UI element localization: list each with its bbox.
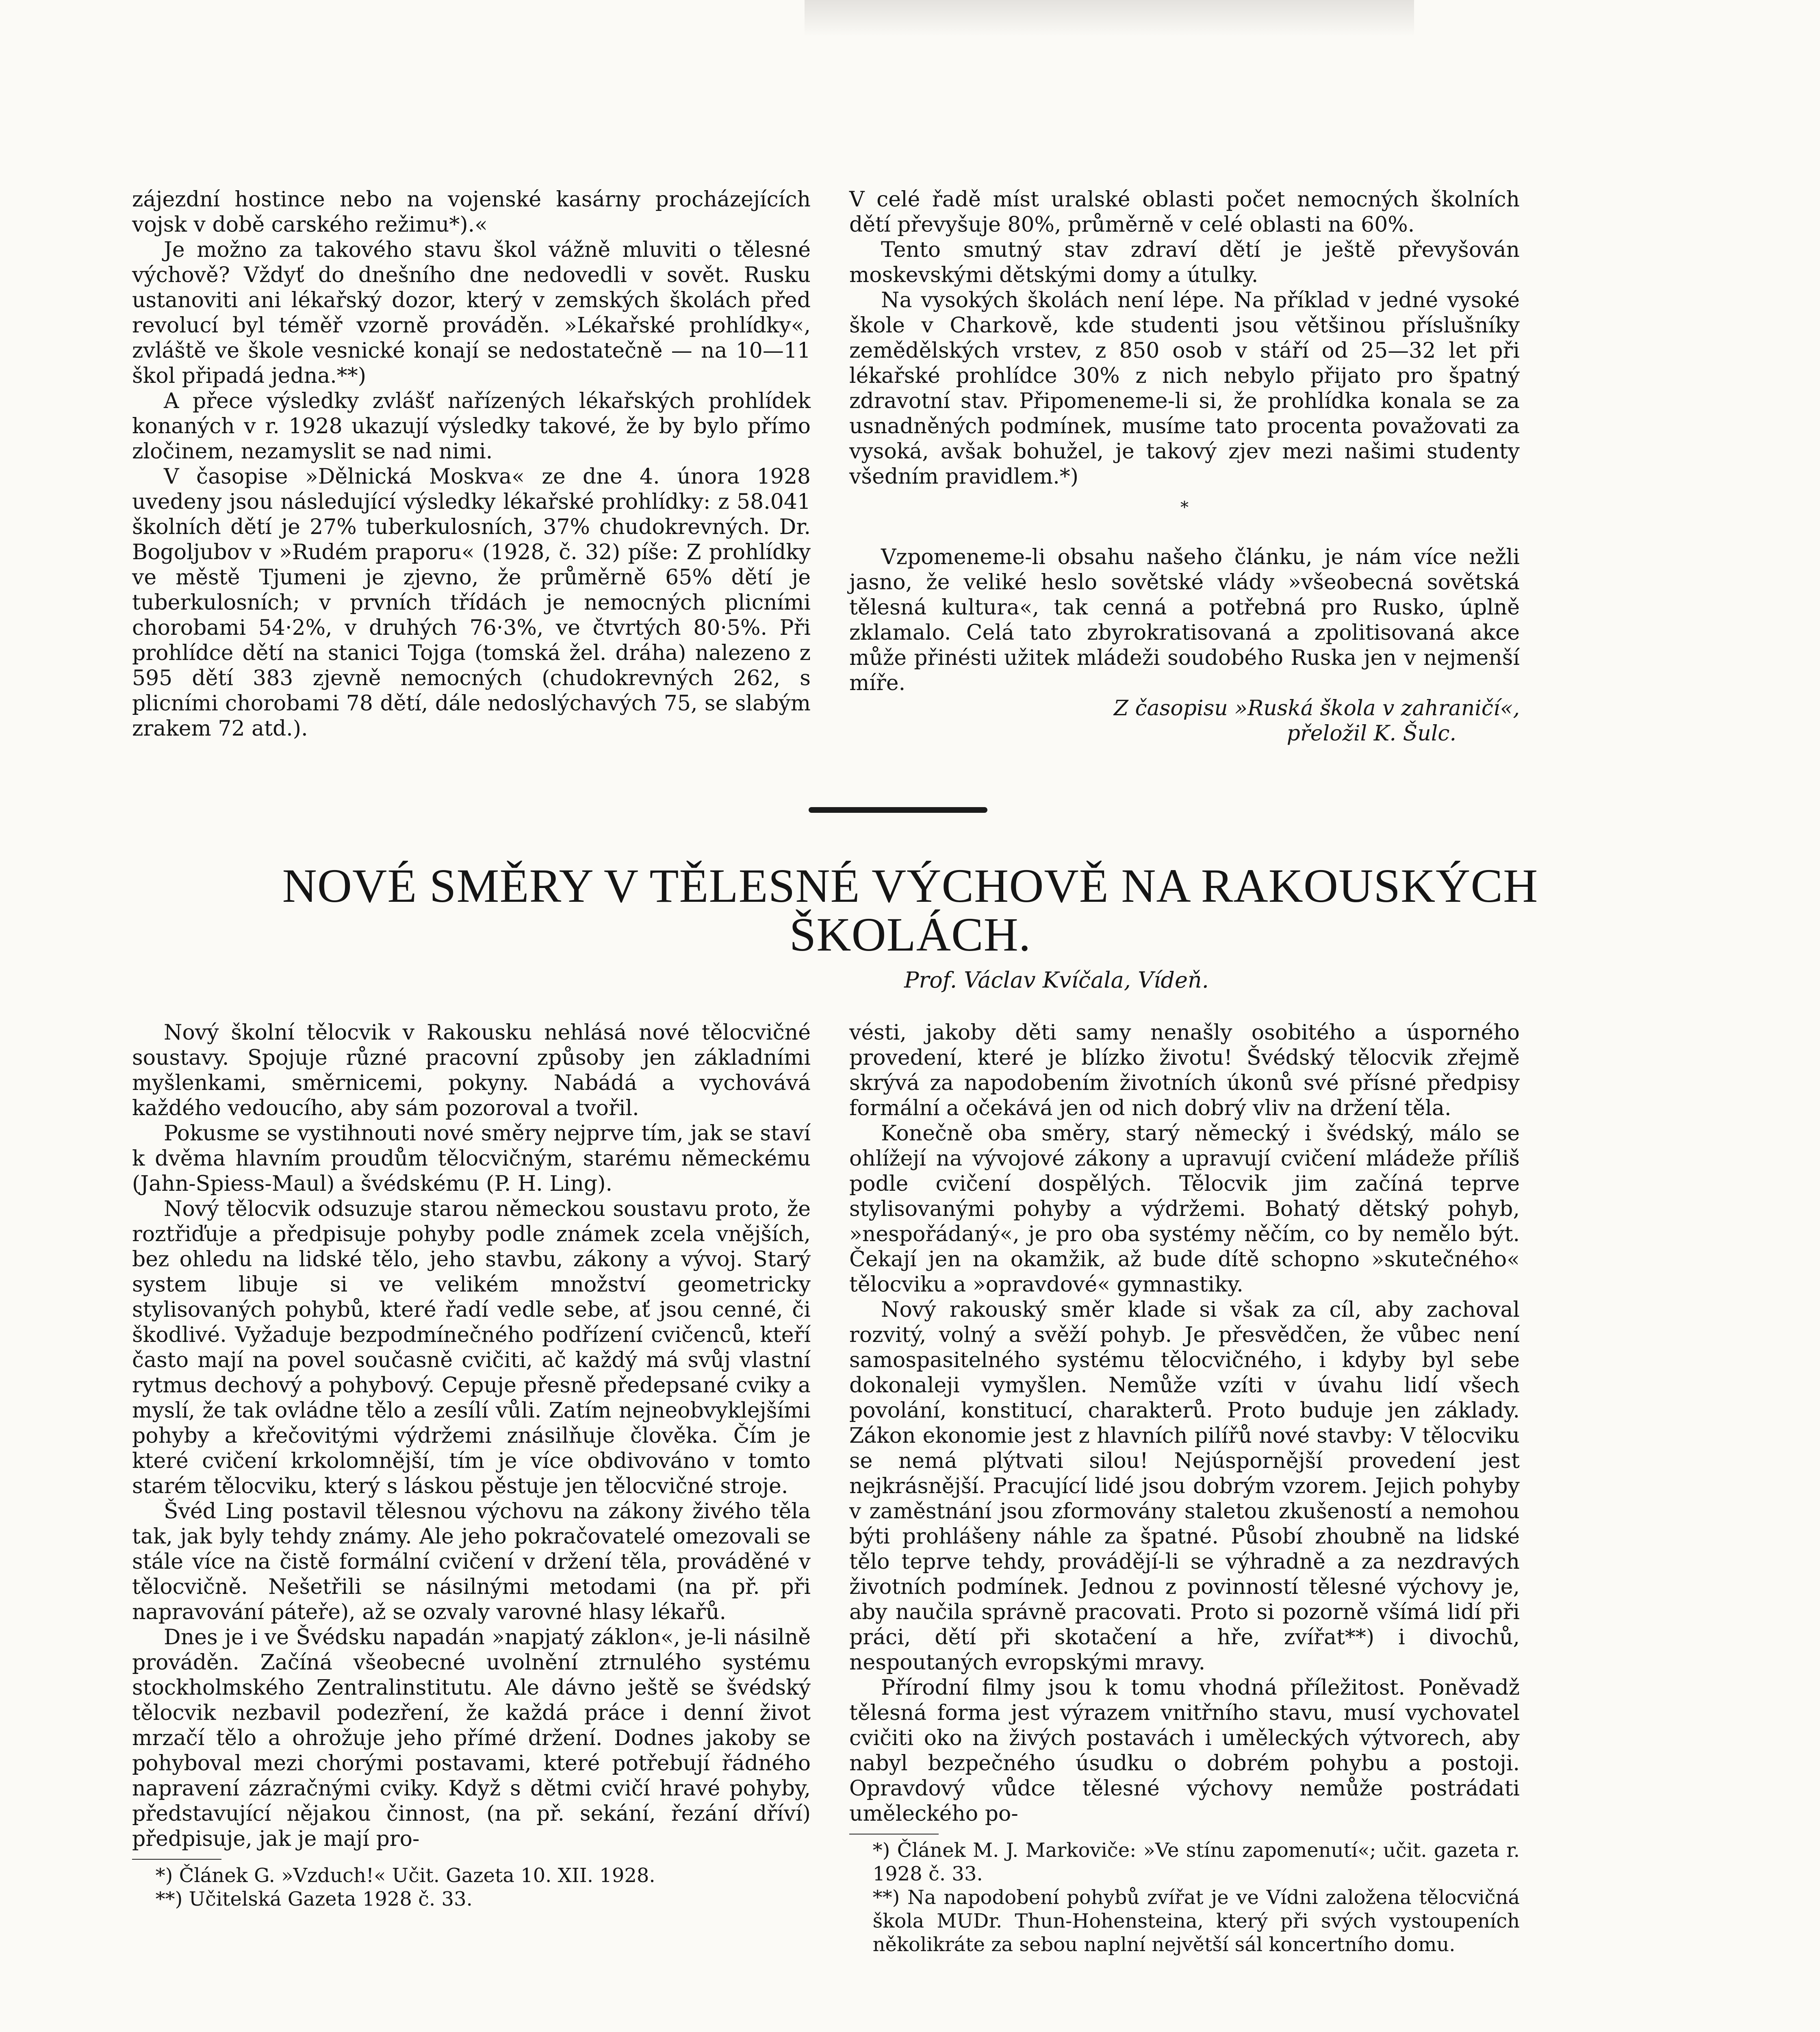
article-author: Prof. Václav Kvíčala, Vídeň. [904,967,1209,993]
paragraph: Tento smutný stav zdraví dětí je ještě převyšován moskevskými dětskými domy a útulky. [849,238,1520,287]
translator-credit: přeložil K. Šulc. [1286,721,1456,746]
paragraph: Švéd Ling postavil tělesnou výchovu na zákony živého těla tak, jak byly tehdy známy. Ale jeho pokračovatelé omezovali se stále více na čistě formální cvičení v držení těla, prováděné v tělocvičně. Nešetřili se násilnými metodami (na př. při napravování páteře), až se ozvaly varovné hlasy lékařů. [132,1499,811,1624]
article-title: NOVÉ SMĚRY V TĚLESNÉ VÝCHOVĚ NA RAKOUSKÝCH ŠKOLÁCH. [282,859,1538,961]
paragraph: Na vysokých školách není lépe. Na příklad v jedné vysoké škole v Charkově, kde studenti jsou většinou příslušníky zemědělských vrstev, z 850 osob v stáří od 25—32 let při lékařské prohlídce 30% z nich nebylo přijato pro špatný zdravotní stav. Připomeneme-li si, že prohlídka konala se za usnadněných podmínek, musíme tato procenta považovati za vysoká, avšak bohužel, je takový zjev mezi našimi studenty všedním pravidlem.*) [849,288,1520,489]
bottom-left-column [132,1020,811,1911]
footnote-rule [132,1859,221,1860]
paragraph: vésti, jakoby děti samy nenašly osobitého a úsporného provedení, které je blízko životu! Švédský tělocvik zřejmě skrývá za napodobením životních úkonů své přísné předpisy formální a očekává jen od nich dobrý vliv na držení těla. [849,1020,1520,1120]
footnote: *) Článek G. »Vzduch!« Učit. Gazeta 10. XII. 1928. [155,1864,655,1887]
paragraph: Nový školní tělocvik v Rakousku nehlásá nové tělocvičné soustavy. Spojuje různé pracovní způsoby jen základními myšlenkami, směrnicemi, pokyny. Nabádá a vychovává každého vedoucího, aby sám pozoroval a tvořil. [132,1020,811,1120]
scan-smudge [805,0,1414,37]
footnote: *) Článek M. J. Markoviče: »Ve stínu zapomenutí«; učit. gazeta r. 1928 č. 33. [872,1839,1520,1885]
footnote: **) Na napodobení pohybů zvířat je ve Vídni založena tělocvičná škola MUDr. Thun-Hohensteina, který při svých vystoupeních několikráte za sebou naplní největší sál koncertního domu. [872,1886,1520,1956]
paragraph: Konečně oba směry, starý německý i švédský, málo se ohlížejí na vývojové zákony a upravují cvičení mládeže příliš podle cvičení dospělých. Tělocvik jim začíná teprve stylisovanými pohyby a výdržemi. Bohatý dětský pohyb, »nespořádaný«, je pro oba systémy něčím, co by nemělo být. Čekají jen na okamžik, až bude dítě schopno »skutečného« tělocviku a »opravdové« gymnastiky. [849,1121,1520,1297]
article-divider [809,807,987,813]
top-right-column [849,187,1520,746]
paragraph: Nový tělocvik odsuzuje starou německou soustavu proto, že roztřiďuje a předpisuje pohyby podle známek zcela vnějších, bez ohledu na lidské tělo, jeho stavbu, zákony a vývoj. Starý system libuje si ve velikém množství geometricky stylisovaných pohybů, které řadí vedle sebe, ať jsou cenné, či škodlivé. Vyžaduje bezpodmínečného podřízení cvičenců, kteří často mají na povel současně cvičiti, ač každý má svůj vlastní rytmus dechový a pohybový. Cepuje přesně předepsané cviky a myslí, že tak ovládne tělo a zesílí vůli. Zatím nejneobvyklejšími pohyby a křečovitými výdržemi znásilňuje člověka. Čím je které cvičení krkolomnější, tím je více obdivováno v tomto starém tělocviku, který s láskou pěstuje jen tělocvičné stroje. [132,1197,811,1498]
paragraph: A přece výsledky zvlášť nařízených lékařských prohlídek konaných v r. 1928 ukazují výsledky takové, že by bylo přímo zločinem, nezamyslit se nad nimi. [132,389,811,464]
paragraph: Je možno za takového stavu škol vážně mluviti o tělesné výchově? Vždyť do dnešního dne nedovedli v sovět. Rusku ustanoviti ani lékařský dozor, který v zemských školách před revolucí byl téměř vzorně prováděn. »Lékařské prohlídky«, zvláště ve škole vesnické konají se nedostatečně — na 10—11 škol připadá jedna.**) [132,238,811,388]
paragraph: V celé řadě míst uralské oblasti počet nemocných školních dětí převyšuje 80%, průměrně v celé oblasti na 60%. [849,187,1520,237]
source-citation: Z časopisu »Ruská škola v zahraničí«, [1113,696,1520,721]
paragraph: Pokusme se vystihnouti nové směry nejprve tím, jak se staví k dvěma hlavním proudům tělocvičným, starému německému (Jahn-Spiess-Maul) a švédskému (P. H. Ling). [132,1121,811,1196]
top-left-column [132,187,811,741]
paragraph: Dnes je i ve Švédsku napadán »napjatý záklon«, je-li násilně prováděn. Začíná všeobecné uvolnění ztrnulého systému stockholmského Zentralinstitutu. Ale dávno ještě se švédský tělocvik nezbavil podezření, že každá práce i denní život mrzačí tělo a ohrožuje jeho přímé držení. Dodnes jakoby se pohyboval mezi chorými postavami, které potřebují řádného napravení zázračnými cviky. Když s dětmi cvičí hravé pohyby, představující nějakou činnost, (na př. sekání, řezání dříví) předpisuje, jak je mají pro- [132,1625,811,1851]
paragraph: zájezdní hostince nebo na vojenské kasárny procházejících vojsk v době carského režimu*).« [132,187,811,237]
section-separator: * [1180,498,1189,517]
paragraph: V časopise »Dělnická Moskva« ze dne 4. února 1928 uvedeny jsou následující výsledky lékařské prohlídky: z 58.041 školních dětí je 27% tuberkulosních, 37% chudokrevných. Dr. Bogoljubov v »Rudém praporu« (1928, č. 32) píše: Z prohlídky ve městě Tjumeni je zjevno, že průměrně 65% dětí je tuberkulosních; v prvních třídách je nemocných plicními chorobami 54·2%, v druhých 76·3%, ve čtvrtých 80·5%. Při prohlídce dětí na stanici Tojga (tomská žel. dráha) nalezeno z 595 dětí 383 zjevně nemocných (chudokrevných 262, s plicními chorobami 78 dětí, dále nedoslýchavých 75, se slabým zrakem 72 atd.). [132,465,811,741]
bottom-right-column [849,1020,1520,1956]
paragraph: Přírodní filmy jsou k tomu vhodná příležitost. Poněvadž tělesná forma jest výrazem vnitřního stavu, musí vychovatel cvičiti oko na živých postavách i uměleckých výtvorech, aby nabyl bezpečného úsudku o dobrém pohybu a postoji. Opravdový vůdce tělesné výchovy nemůže postrádati uměleckého po- [849,1676,1520,1826]
footnote: **) Učitelská Gazeta 1928 č. 33. [155,1888,473,1910]
conclusion-paragraph: Vzpomeneme-li obsahu našeho článku, je nám více nežli jasno, že veliké heslo sovětské vlády »všeobecná sovětská tělesná kultura«, tak cenná a potřebná pro Rusko, úplně zklamalo. Celá tato zbyrokratisovaná a zpolitisovaná akce může přinésti užitek mládeži soudobého Ruska jen v nejmenší míře. [849,545,1520,695]
paragraph: Nový rakouský směr klade si však za cíl, aby zachoval rozvitý, volný a svěží pohyb. Je přesvědčen, že vůbec není samospasitelného systému tělocvičného, i kdyby byl sebe dokonaleji vymyšlen. Nemůže vzíti v úvahu lidí všech povolání, konstitucí, charakterů. Proto buduje jen základy. Zákon ekonomie jest z hlavních pilířů nové stavby: V tělocviku se nemá plýtvati silou! Nejúspornější provedení jest nejkrásnější. Pracující lidé jsou dobrým vzorem. Jejich pohyby v zaměstnání jsou zformovány staletou zkušeností a nemohou býti prohlášeny náhle za špatné. Působí zhoubně na lidské tělo teprve tehdy, provádějí-li se výhradně a za nezdravých životních podmínek. Jednou z povinností tělesné výchovy je, aby naučila správně pracovati. Proto si pozorně všímá lidí při práci, dětí při skotačení a hře, zvířat**) i divochů, nespoutaných evropskými mravy. [849,1298,1520,1675]
